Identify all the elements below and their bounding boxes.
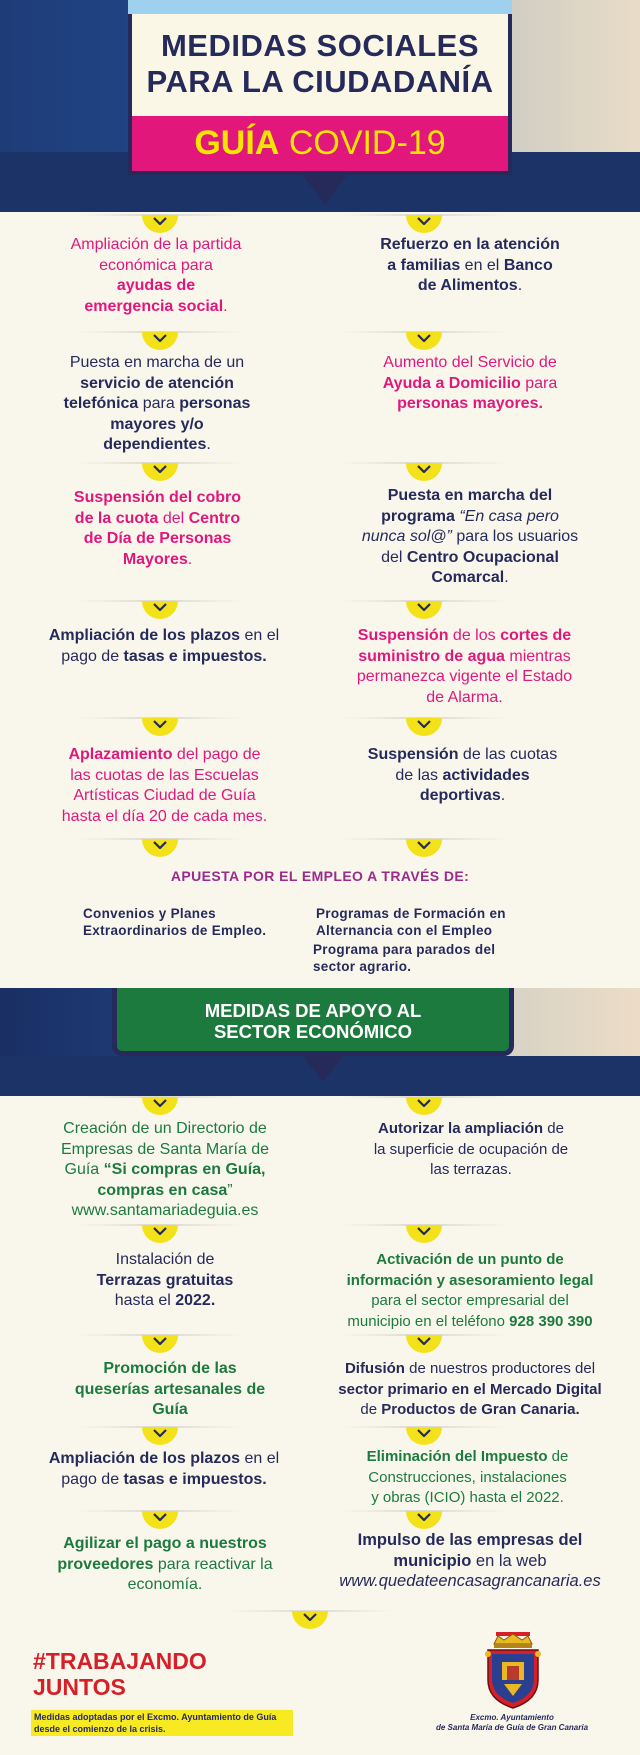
measure-text: programa — [381, 507, 455, 525]
measure-text: de — [360, 1401, 382, 1418]
measure-text: emergencia social — [84, 297, 224, 315]
employment-item: Programa para parados del sector agrario. — [313, 942, 496, 974]
measure-text: Mayores — [122, 550, 188, 568]
chevron-down-icon — [417, 1513, 431, 1521]
measure-text: municipio en el teléfono — [347, 1312, 510, 1330]
footnote: Medidas adoptadas por el Excmo. Ayuntamiento de Guía desde el comienzo de la crisis. — [31, 1710, 293, 1736]
chevron-down-icon — [153, 465, 167, 473]
measure-text: 928 390 390 — [509, 1312, 593, 1330]
chevron-down-icon — [153, 217, 167, 225]
measure-text: del — [381, 548, 407, 566]
covid-label: COVID-19 — [288, 124, 446, 162]
measure-card — [330, 1447, 605, 1509]
measure-text: . — [504, 569, 509, 586]
bullet-marker — [402, 1510, 446, 1530]
measure-text: en el — [240, 1450, 280, 1467]
measure-text: para — [520, 374, 558, 392]
chevron-down-icon — [153, 1513, 167, 1521]
measure-text: Suspensión — [357, 627, 449, 644]
measure-text: de las cuotas — [458, 746, 558, 763]
measure-text: Activación de un punto de — [376, 1251, 564, 1268]
measure-text: Suspensión — [367, 746, 459, 763]
bullet-marker — [402, 1096, 446, 1116]
chevron-down-icon — [417, 217, 431, 225]
bullet-marker — [138, 1334, 182, 1354]
coat-of-arms-icon — [482, 1630, 544, 1710]
measure-text: compras en casa — [97, 1181, 228, 1199]
measure-text: a familias — [387, 256, 461, 274]
measure-text: Aplazamiento — [68, 746, 173, 763]
measure-card — [25, 1119, 305, 1222]
measure-text: Artísticas Ciudad de Guía — [73, 787, 256, 804]
measure-text: personas — [179, 395, 251, 412]
bullet-marker — [402, 1426, 446, 1446]
measure-text: tasas e impuestos. — [123, 1470, 267, 1488]
measure-card — [340, 1119, 602, 1181]
measure-text: . — [206, 436, 211, 453]
chevron-down-icon — [153, 1429, 167, 1437]
measure-text: Terrazas gratuitas — [96, 1271, 234, 1289]
measure-text: Aumento del Servicio de — [383, 354, 557, 371]
measure-text: de — [543, 1120, 564, 1137]
measure-text: Centro Ocupacional — [406, 548, 559, 566]
measure-text: Ampliación de los plazos — [48, 627, 240, 644]
measure-text: sector primario en el Mercado Digital — [338, 1380, 602, 1398]
measure-text: las cuotas de las Escuelas — [70, 766, 259, 784]
measure-text: para los usuarios — [451, 528, 579, 545]
bullet-marker — [402, 1334, 446, 1354]
measure-text: información y asesoramiento legal — [346, 1271, 594, 1289]
chevron-down-icon — [417, 603, 431, 611]
page-title-line1: MEDIDAS SOCIALES — [160, 28, 480, 63]
measure-text: de la cuota — [74, 509, 159, 527]
bullet-marker — [402, 1224, 446, 1244]
chevron-down-icon — [153, 841, 167, 849]
bullet-marker — [138, 600, 182, 620]
measure-text: tasas e impuestos. — [123, 647, 267, 665]
chevron-down-icon — [417, 334, 431, 342]
measure-text: Creación de un Directorio de — [63, 1120, 267, 1137]
economic-section-title: MEDIDAS DE APOYO AL SECTOR ECONÓMICO — [112, 988, 514, 1056]
measure-text: Empresas de Santa María de — [60, 1140, 270, 1158]
measure-text: mientras — [504, 647, 571, 665]
bullet-marker — [402, 331, 446, 351]
measure-card — [30, 1534, 300, 1596]
measure-text: . — [223, 297, 228, 315]
bullet-marker — [402, 717, 446, 737]
chevron-down-icon — [153, 1099, 167, 1107]
measure-card — [318, 1530, 622, 1592]
section-pointer — [303, 1056, 343, 1082]
measure-text: Comarcal — [431, 569, 505, 586]
measure-text: Ayuda a Domicilio — [382, 374, 521, 392]
measure-card — [35, 488, 280, 570]
measure-text: nunca sol@” — [361, 528, 452, 545]
measure-text: Centro — [188, 509, 241, 527]
measure-text: y obras (ICIO) hasta el 2022. — [371, 1489, 564, 1506]
measure-text: en el — [460, 256, 504, 274]
title-box — [128, 0, 512, 175]
measure-card — [18, 626, 310, 667]
measure-card — [318, 1359, 622, 1421]
employment-item: Programas de Formación en Alternancia con el Empleo — [316, 906, 506, 938]
measure-card — [32, 353, 282, 456]
measure-card — [345, 353, 595, 415]
measure-text: Autorizar la ampliación — [378, 1120, 544, 1137]
measure-card — [340, 235, 600, 297]
measure-text: en la web — [471, 1551, 547, 1570]
bullet-marker — [402, 600, 446, 620]
measure-text: personas mayores. — [397, 395, 543, 412]
measure-text: de Alarma. — [426, 688, 503, 706]
bullet-marker — [402, 214, 446, 234]
measure-text: pago de — [61, 1470, 124, 1488]
measure-text: Ampliación de la partida — [70, 236, 242, 253]
measure-text: las terrazas. — [430, 1161, 512, 1178]
bullet-marker — [402, 838, 446, 858]
chevron-down-icon — [417, 1337, 431, 1345]
measure-text: Ampliación de los plazos — [48, 1450, 240, 1467]
measure-text: “Si compras en Guía, — [103, 1161, 266, 1178]
measure-text: hasta el — [114, 1292, 176, 1309]
measure-text: www.santamariadeguia.es — [71, 1202, 259, 1219]
chevron-down-icon — [153, 1227, 167, 1235]
measure-text: municipio — [393, 1551, 472, 1570]
measure-text: . — [517, 277, 523, 294]
measure-text: para — [138, 395, 180, 412]
chevron-down-icon — [303, 1613, 317, 1621]
measure-text: ” — [227, 1181, 233, 1199]
measure-text: Eliminación del Impuesto — [366, 1448, 548, 1465]
measure-text: de las — [395, 766, 443, 784]
measure-text: cortes de — [500, 627, 572, 644]
measure-card — [330, 745, 595, 807]
chevron-down-icon — [417, 841, 431, 849]
measure-text: Construcciones, instalaciones — [368, 1468, 567, 1486]
measure-card — [330, 486, 610, 589]
measure-card — [25, 1359, 315, 1421]
chevron-down-icon — [417, 465, 431, 473]
measure-text: 2022. — [175, 1292, 216, 1309]
measure-text: de Día de Personas — [83, 530, 232, 547]
measure-card — [320, 1250, 620, 1332]
measure-text: deportivas — [419, 787, 501, 804]
measure-text: servicio de atención — [80, 374, 234, 392]
measure-text: Banco — [503, 256, 553, 274]
measure-card — [22, 745, 307, 827]
measure-text: del — [158, 509, 189, 527]
chevron-down-icon — [153, 720, 167, 728]
measure-card — [18, 1449, 310, 1490]
chevron-down-icon — [417, 720, 431, 728]
measure-text: www.quedateencasagrancanaria.es — [339, 1572, 601, 1590]
measure-text: dependientes — [103, 436, 207, 453]
bullet-marker — [138, 717, 182, 737]
measure-text: económica para — [99, 256, 213, 274]
bullet-marker — [138, 1426, 182, 1446]
bullet-marker — [402, 462, 446, 482]
guide-banner — [132, 116, 508, 171]
measure-text: en el — [240, 627, 280, 644]
measure-card — [322, 626, 607, 708]
measure-text: Agilizar el pago a nuestros — [63, 1535, 267, 1552]
measure-text: de — [547, 1448, 569, 1465]
measure-text: Suspensión del cobro — [73, 489, 242, 506]
measure-text: Instalación de — [115, 1251, 215, 1268]
measure-text: permanezca vigente el Estado — [356, 668, 573, 685]
measure-text: de los — [448, 627, 501, 644]
measure-text: . — [187, 550, 193, 568]
chevron-down-icon — [153, 1337, 167, 1345]
measure-text: Puesta en marcha de un — [69, 354, 245, 371]
measure-text: Promoción de las — [103, 1360, 237, 1377]
measure-text: Difusión — [344, 1360, 405, 1377]
chevron-down-icon — [153, 603, 167, 611]
measure-text: Guía — [152, 1401, 188, 1418]
measure-text: actividades — [442, 766, 530, 784]
measure-text: ayudas de — [116, 277, 196, 294]
title-top-stripe — [128, 0, 512, 14]
bullet-marker — [288, 1610, 332, 1630]
measure-text: mayores y/o — [110, 415, 204, 433]
page-title-line2: PARA LA CIUDADANÍA — [146, 64, 494, 99]
measure-text: Impulso de las empresas del — [357, 1531, 583, 1549]
measure-text: Productos de Gran Canaria. — [381, 1401, 580, 1418]
bullet-marker — [138, 1224, 182, 1244]
measure-text: la superficie de ocupación de — [373, 1140, 569, 1158]
measure-text: queserías artesanales de — [74, 1380, 266, 1398]
measure-text: de nuestros productores del — [404, 1360, 596, 1377]
measure-card — [40, 1250, 290, 1312]
employment-heading: APUESTA POR EL EMPLEO A TRAVÉS DE: — [170, 868, 470, 884]
measure-text: Guía — [64, 1161, 104, 1178]
measure-text: economía. — [127, 1576, 203, 1593]
chevron-down-icon — [417, 1099, 431, 1107]
guide-label: GUÍA — [194, 124, 280, 162]
measure-text: suministro de agua — [358, 647, 505, 665]
measure-text: telefónica — [63, 395, 139, 412]
bullet-marker — [138, 214, 182, 234]
chevron-down-icon — [417, 1227, 431, 1235]
bullet-marker — [138, 1510, 182, 1530]
measure-text: proveedores — [57, 1555, 154, 1573]
council-caption: Excmo. Ayuntamiento de Santa María de Guía de Gran Canaria — [435, 1713, 589, 1732]
employment-item: Convenios y Planes Extraordinarios de Empleo. — [83, 906, 267, 938]
measure-text: para reactivar la — [153, 1555, 273, 1573]
measure-text: del pago de — [172, 746, 261, 763]
measure-text: Refuerzo en la atención — [380, 236, 560, 253]
chevron-down-icon — [417, 1429, 431, 1437]
measure-text: para el sector empresarial del — [371, 1292, 569, 1309]
measure-text: hasta el día 20 de cada mes. — [61, 807, 268, 825]
title-pointer — [303, 175, 347, 205]
measure-card — [40, 235, 272, 317]
measure-text: de Alimentos — [417, 277, 518, 294]
measure-text: . — [500, 787, 506, 804]
bullet-marker — [138, 462, 182, 482]
hashtag: #TRABAJANDO JUNTOS — [33, 1648, 207, 1700]
bullet-marker — [138, 838, 182, 858]
measure-text: Puesta en marcha del — [387, 487, 553, 504]
bullet-marker — [138, 1096, 182, 1116]
chevron-down-icon — [153, 334, 167, 342]
bullet-marker — [138, 331, 182, 351]
measure-text: pago de — [61, 647, 124, 665]
measure-text: “En casa pero — [459, 507, 559, 525]
